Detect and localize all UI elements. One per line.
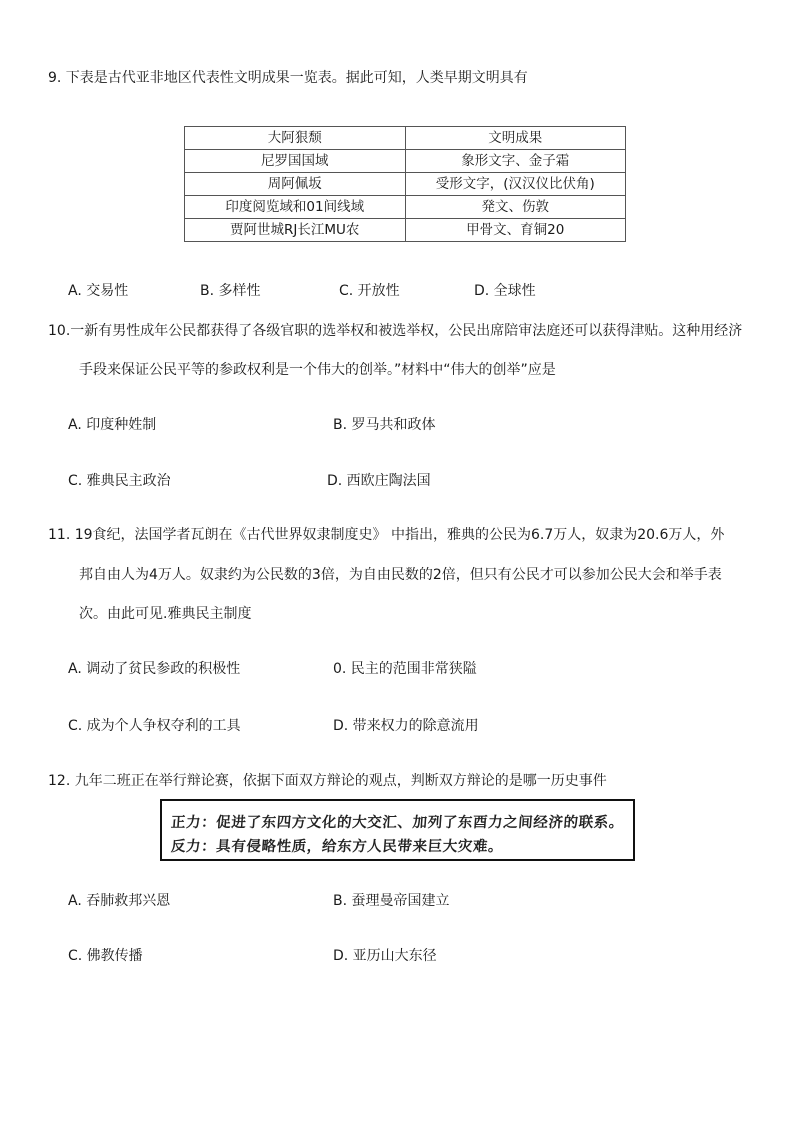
q11-option-b[interactable]: 0. 民主的范围非常狭隘 [333,661,477,677]
q11-option-a[interactable]: A. 调动了贫民参政的积极性 [68,661,241,677]
q12-option-b[interactable]: B. 蚕理曼帝国建立 [333,893,450,909]
q9-stem: 9. 下表是古代亚非地区代表性文明成果一览表。据此可知，人类早期文明具有 [48,70,528,86]
q9-option-a[interactable]: A. 交易性 [68,283,129,299]
debate-pro-line: 正力：促进了东四方文化的大交汇、加列了东酉力之间经济的联系。 [170,814,625,831]
q10-option-c[interactable]: C. 雅典民主政治 [68,473,171,489]
q11-stem-line2: 邦自由人为4万人。奴隶约为公民数的3倍，为自由民数的2倍，但只有公民才可以参加公民大会和举手表 [79,567,722,583]
table-row [185,127,626,150]
table-cell: 文明成果 [405,127,626,150]
q9-option-d[interactable]: D. 全球性 [474,283,536,299]
table-cell: 甲骨文、育铜20 [405,219,626,242]
q11-stem-line3: 次。由此可见.雅典民主制度 [79,606,252,622]
q10-option-a[interactable]: A. 印度种姓制 [68,417,157,433]
debate-con-line: 反力：具有侵略性质，给东方人民带来巨大灾难。 [170,838,504,855]
q11-option-c[interactable]: C. 成为个人争权夺利的工具 [68,718,241,734]
q9-option-c[interactable]: C. 开放性 [339,283,400,299]
debate-box [160,799,635,861]
q12-option-c[interactable]: C. 佛教传播 [68,948,143,964]
table-row [185,196,626,219]
q10-stem-line2: 手段来保证公民平等的参政权利是一个伟大的创举。”材料中“伟大的创举”应是 [79,362,556,378]
table-cell: 大阿狠颓 [185,127,406,150]
q11-option-d[interactable]: D. 带来权力的除意流用 [333,718,479,734]
q10-option-d[interactable]: D. 西欧庄陶法国 [327,473,431,489]
table-cell: 発文、伤敦 [405,196,626,219]
table-cell: 尼罗国国域 [185,150,406,173]
q9-option-b[interactable]: B. 多样性 [200,283,261,299]
q12-option-d[interactable]: D. 亚历山大东径 [333,948,437,964]
q10-option-b[interactable]: B. 罗马共和政体 [333,417,436,433]
table-cell: 贾阿世城RJ长江MU农 [185,219,406,242]
table-cell: 周阿佩坂 [185,173,406,196]
table-row [185,150,626,173]
q12-stem: 12. 九年二班正在举行辩论赛，依据下面双方辩论的观点，判断双方辩论的是哪一历史事件 [48,773,607,789]
table-cell: 象形文字、金子霜 [405,150,626,173]
q11-stem-line1: 11. 19食纪，法国学者瓦朗在《古代世界奴隶制度史》 中指出，雅典的公民为6.7万人，奴隶为20.6万人，外 [48,527,725,543]
table-row [185,173,626,196]
q12-option-a[interactable]: A. 吞肺救邦兴恩 [68,893,171,909]
table-cell: 受形文字，(汉汉仪比伏角) [405,173,626,196]
q10-stem-line1: 10.一新有男性成年公民都获得了各级官职的选举权和被选举权，公民出席陪审法庭还可以获得津贴。这种用经济 [48,323,743,339]
civilization-table [184,126,626,242]
table-cell: 印度阅览域和01间线域 [185,196,406,219]
table-row [185,219,626,242]
